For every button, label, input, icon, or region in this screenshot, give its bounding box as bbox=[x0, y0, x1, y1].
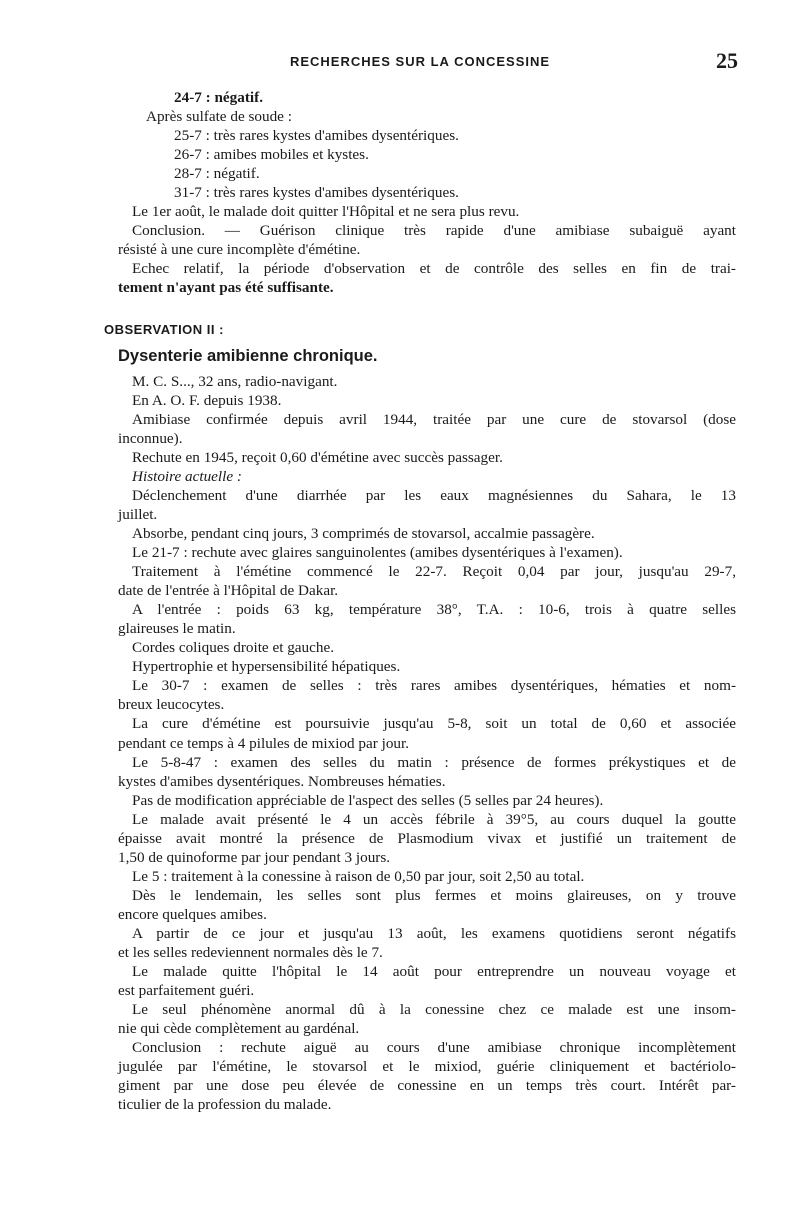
observation-heading: OBSERVATION II : bbox=[104, 321, 224, 337]
running-title: RECHERCHES SUR LA CONCESSINE bbox=[289, 54, 551, 69]
text-line: A l'entrée : poids 63 kg, température 38°, T.A. : 10-6, trois à quatre selles bbox=[132, 601, 736, 619]
text-line: M. C. S..., 32 ans, radio-navigant. bbox=[132, 372, 338, 390]
text-line: est parfaitement guéri. bbox=[118, 982, 255, 1000]
text-line: inconnue). bbox=[118, 429, 183, 447]
section-gap bbox=[118, 298, 736, 320]
text-line: 25-7 : très rares kystes d'amibes dysentériques. bbox=[174, 127, 459, 145]
text-line: Le 5 : traitement à la conessine à raison de 0,50 par jour, soit 2,50 au total. bbox=[132, 867, 585, 885]
text-line: breux leucocytes. bbox=[118, 696, 225, 714]
text-line: Le 5-8-47 : examen des selles du matin : présence de formes prékystiques et de bbox=[132, 753, 736, 771]
text-line: Le 21-7 : rechute avec glaires sanguinolentes (amibes dysentériques à l'examen). bbox=[132, 544, 623, 562]
text-line: 28-7 : négatif. bbox=[174, 165, 260, 183]
text-line: 1,50 de quinoforme par jour pendant 3 jours. bbox=[118, 848, 391, 866]
text-line: kystes d'amibes dysentériques. Nombreuses hématies. bbox=[118, 772, 446, 790]
text-line: Hypertrophie et hypersensibilité hépatiques. bbox=[132, 658, 401, 676]
page-number: 25 bbox=[716, 48, 738, 73]
text-line: Traitement à l'émétine commencé le 22-7. Reçoit 0,04 par jour, jusqu'au 29-7, bbox=[132, 563, 736, 581]
text-line: Pas de modification appréciable de l'aspect des selles (5 selles par 24 heures). bbox=[132, 791, 604, 809]
text-line: Déclenchement d'une diarrhée par les eaux magnésiennes du Sahara, le 13 bbox=[132, 486, 736, 504]
text-line: ticulier de la profession du malade. bbox=[118, 1096, 332, 1114]
conclusion-line: Conclusion. — Guérison clinique très rapide d'une amibiase subaiguë ayant bbox=[132, 222, 736, 240]
text-line: Le malade avait présenté le 4 un accès fébrile à 39°5, au cours duquel la goutte bbox=[132, 810, 736, 828]
text-line: A partir de ce jour et jusqu'au 13 août, les examens quotidiens seront négatifs bbox=[132, 924, 736, 942]
text-line: Echec relatif, la période d'observation et de contrôle des selles en fin de trai- bbox=[132, 260, 736, 278]
text-line: nie qui cède complètement au gardénal. bbox=[118, 1020, 360, 1038]
text-line: 24-7 : négatif. bbox=[174, 89, 263, 106]
text-line: date de l'entrée à l'Hôpital de Dakar. bbox=[118, 582, 339, 600]
text-line: résisté à une cure incomplète d'émétine. bbox=[118, 241, 361, 259]
text-line: En A. O. F. depuis 1938. bbox=[132, 391, 282, 409]
text-line: Amibiase confirmée depuis avril 1944, traitée par une cure de stovarsol (dose bbox=[132, 410, 736, 428]
text-line: Après sulfate de soude : bbox=[146, 108, 292, 126]
text-line: Le seul phénomène anormal dû à la conessine chez ce malade est une insom- bbox=[132, 1001, 736, 1019]
text-line: 31-7 : très rares kystes d'amibes dysentériques. bbox=[174, 184, 459, 202]
text-line: Cordes coliques droite et gauche. bbox=[132, 639, 335, 657]
text-line: Rechute en 1945, reçoit 0,60 d'émétine avec succès passager. bbox=[132, 448, 503, 466]
text-line: Le malade quitte l'hôpital le 14 août pour entreprendre un nouveau voyage et bbox=[132, 963, 736, 981]
text-line: La cure d'émétine est poursuivie jusqu'au 5-8, soit un total de 0,60 et associée bbox=[132, 715, 736, 733]
text-line: Le 30-7 : examen de selles : très rares amibes dysentériques, hématies et nom- bbox=[132, 677, 736, 695]
body-text bbox=[104, 88, 736, 1114]
text-line: et les selles redeviennent normales dès le 7. bbox=[118, 944, 383, 962]
text-line: glaireuses le matin. bbox=[118, 620, 236, 638]
text-line: juillet. bbox=[118, 505, 158, 523]
spacer bbox=[118, 339, 736, 347]
text-line: pendant ce temps à 4 pilules de mixiod par jour. bbox=[118, 734, 410, 752]
text-line: Dès le lendemain, les selles sont plus fermes et moins glaireuses, on y trouve bbox=[132, 886, 736, 904]
conclusion-line: Conclusion : rechute aiguë au cours d'une amibiase chronique incomplètement bbox=[132, 1039, 736, 1057]
text-line: épaisse avait montré la présence de Plasmodium vivax et justifié un traitement de bbox=[118, 829, 736, 847]
page-header bbox=[0, 48, 800, 74]
text-line: jugulée par l'émétine, le stovarsol et le mixiod, guérie cliniquement et bactériolo- bbox=[118, 1058, 736, 1076]
history-label: Histoire actuelle : bbox=[132, 467, 242, 485]
text-line: encore quelques amibes. bbox=[118, 905, 267, 923]
text-line: Le 1er août, le malade doit quitter l'Hôpital et ne sera plus revu. bbox=[132, 203, 520, 221]
text-line: 26-7 : amibes mobiles et kystes. bbox=[174, 146, 369, 164]
text-line: giment par une dose peu élevée de conessine en un temps très court. Intérêt par- bbox=[118, 1077, 736, 1095]
text-line: Absorbe, pendant cinq jours, 3 comprimés de stovarsol, accalmie passagère. bbox=[132, 524, 595, 542]
text-line: tement n'ayant pas été suffisante. bbox=[118, 279, 334, 297]
diagnosis-title: Dysenterie amibienne chronique. bbox=[118, 346, 378, 365]
